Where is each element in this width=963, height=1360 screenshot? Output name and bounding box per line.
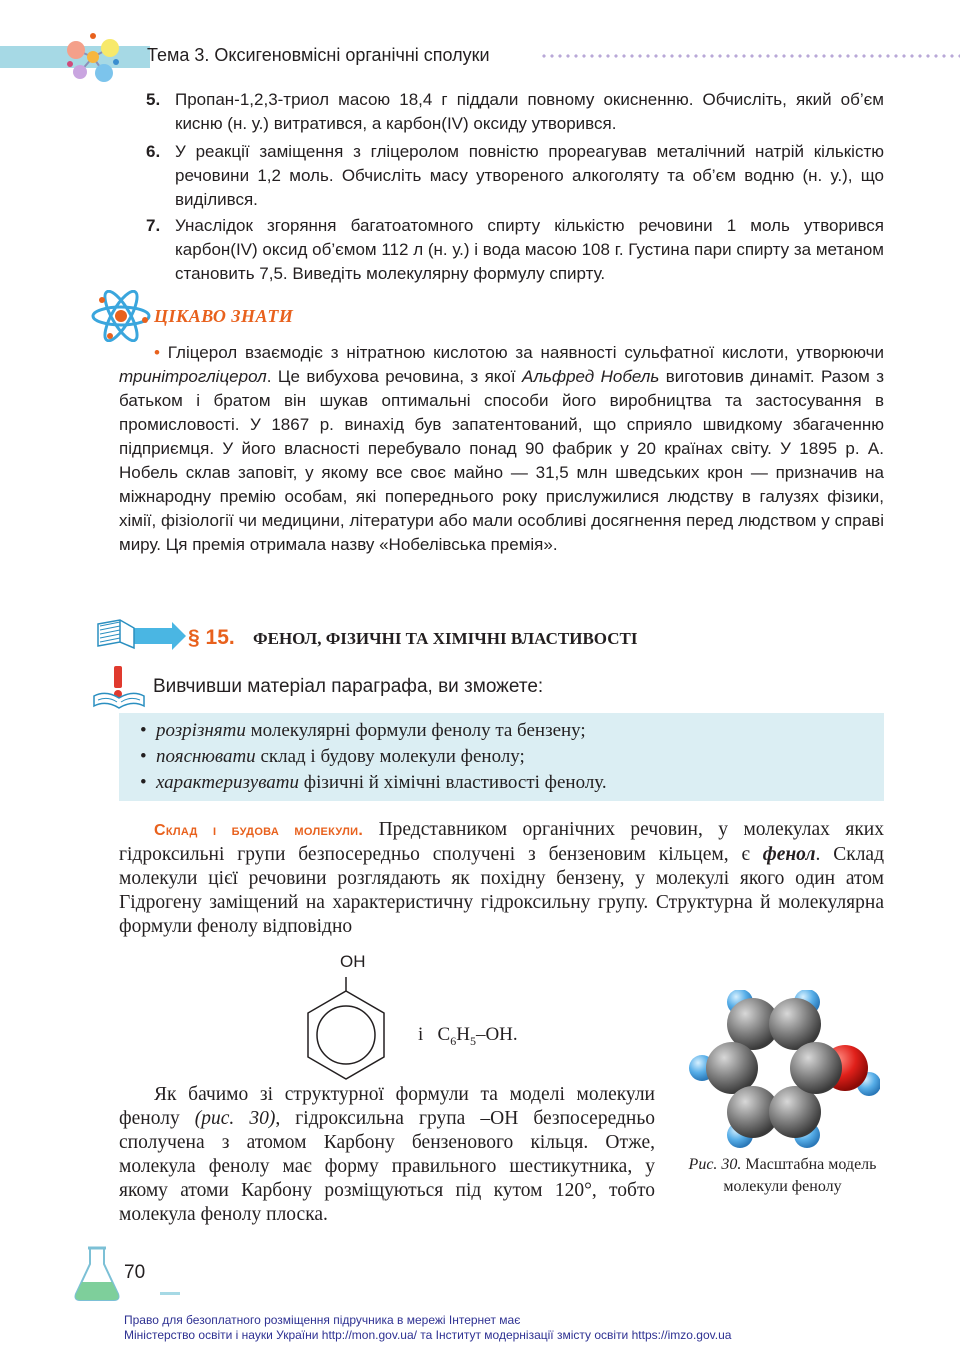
molecule-header-icon xyxy=(64,28,122,86)
flask-icon xyxy=(72,1246,122,1302)
structural-oh: OH xyxy=(340,952,366,971)
benzene-ring-diagram xyxy=(300,975,392,1083)
text-run: Гліцерол взаємодіє з нітратною кислотою за наявності сульфатної кислоти, утворюючи xyxy=(159,343,884,362)
formula-tail: –OH. xyxy=(475,1024,518,1045)
task-text: Пропан-1,2,3-триол масою 18,4 г піддали повному окисненню. Обчисліть, який об’єм кисню (н. у.) витратився, а карбон(IV) оксиду утворився. xyxy=(175,90,884,133)
goal-verb: пояснювати xyxy=(156,746,256,767)
emphasis: Альфред Нобель xyxy=(522,367,660,386)
goal-item xyxy=(156,718,884,744)
figure-caption xyxy=(685,1154,880,1198)
section-run-head: Склад і будова молекули. xyxy=(154,822,364,839)
legal-line-1: Право для безоплатного розміщення підручника в мережі Інтернет має xyxy=(124,1313,521,1327)
text-run: Представником органічних речовин, у молекулах яких гідроксильні групи безпосередньо сполучені з бензеновим кільцем, є xyxy=(119,819,884,865)
paragraph-title: ФЕНОЛ, ФІЗИЧНІ ТА ХІМІЧНІ ВЛАСТИВОСТІ xyxy=(253,629,638,648)
header-dots xyxy=(540,54,960,58)
goal-item xyxy=(156,770,884,796)
term-phenol: фенол xyxy=(762,844,816,865)
section-structure xyxy=(119,1083,655,1227)
goal-text: фізичні й хімічні властивості фенолу. xyxy=(299,772,607,793)
paragraph-number: § 15. xyxy=(188,626,235,649)
text-run: . Це вибухова речовина, з якої xyxy=(266,367,523,386)
text-run: , гідроксильна група –OH безпосередньо сполучена з атомом Карбону бензенового кільця. Отже, молекула фенолу має форму правильного шестикутника, у якому атоми Карбону розміщуються під кутом 120°, тобто молекула фенолу плоска. xyxy=(119,1108,655,1225)
caption-text: Масштабна модель молекули фенолу xyxy=(723,1156,877,1195)
task-text: Унаслідок згоряння багатоатомного спирту кількістю речовини 1 моль утворився карбон(IV) оксид об’ємом 112 л (н. у.) і вода масою 108 г. Густина пари спирту за метаном становить 7,5. Виведіть молекулярну формулу спирту. xyxy=(175,216,884,283)
goal-verb: характеризувати xyxy=(156,772,300,793)
task-number: 6. xyxy=(146,142,161,161)
formula-h: H xyxy=(456,1024,470,1045)
open-book-exclaim-icon xyxy=(92,664,146,710)
text-run: . Склад молекули цієї речовини розглядають як похідну бензену, у молекулі якого один атом Гідрогену заміщений на характеристичну гідроксильну групу. Структурна й молекулярна формули фенолу відповідно xyxy=(119,844,884,937)
page-number: 70 xyxy=(124,1262,146,1283)
task-text: У реакції заміщення з гліцеролом повністю прореагував металічний натрій кількістю речовини 1,2 моль. Обчисліть масу утвореного алкоголяту та об’єм водню (н. у.), що виділився. xyxy=(175,142,884,209)
formula-conjunction: і xyxy=(418,1024,424,1045)
task-number: 7. xyxy=(146,216,161,235)
task-number: 5. xyxy=(146,90,161,109)
footer-line xyxy=(160,1292,180,1295)
bullet: • xyxy=(154,343,160,362)
text-run: Як бачимо зі структурної формули та моделі молекули фенолу xyxy=(119,1084,655,1129)
section-composition xyxy=(119,818,884,939)
text-run: виготовив динаміт. Разом з батьком і братом він шукав оптимальні способи його виробництва та застосування в промисловості. У 1867 р. винахід був запатентований, що сприяло швидкому збагаченню підприємця. У його власності перебувало понад 90 фабрик у 20 країнах світу. У 1895 р. А. Нобель склав заповіт, у якому все своє майно — 31,5 млн шведських крон — призначив на міжнародну премію особам, які попереднього року прислужилися людству в галузях фізики, хімії, фізіології чи медицини, літератури або мали особливі досягнення перед людством у справі миру. Ця премія отримала назву «Нобелівська премія». xyxy=(119,367,884,554)
caption-label: Рис. 30. xyxy=(688,1156,742,1173)
formula-h-sub: 5 xyxy=(469,1033,476,1048)
figure-ref: (рис. 30) xyxy=(194,1108,276,1129)
task-6 xyxy=(146,140,884,212)
book-arrow-icon xyxy=(96,618,186,654)
task-5 xyxy=(146,88,884,136)
interesting-text xyxy=(119,341,884,557)
legal-line-2: Міністерство освіти і науки України http://mon.gov.ua/ та Інститут модернізації змісту освіти https://imzo.gov.ua xyxy=(124,1328,732,1342)
legal-notice xyxy=(124,1313,731,1343)
goals-box xyxy=(119,713,884,801)
formula-c-sub: 6 xyxy=(450,1033,457,1048)
task-7 xyxy=(146,214,884,286)
emphasis: тринітрогліцерол xyxy=(119,367,267,386)
phenol-space-filling-model xyxy=(685,990,880,1150)
molecular-formula xyxy=(418,1024,518,1049)
formula-c: C xyxy=(437,1024,451,1045)
atom-icon xyxy=(90,290,152,342)
goal-item xyxy=(156,744,884,770)
header-title: Тема 3. Оксигеновмісні органічні сполуки xyxy=(147,45,490,65)
goals-intro: Вивчивши матеріал параграфа, ви зможете: xyxy=(153,676,544,697)
goal-verb: розрізняти xyxy=(156,720,246,741)
goal-text: склад і будову молекули фенолу; xyxy=(255,746,525,767)
goal-text: молекулярні формули фенолу та бензену; xyxy=(245,720,586,741)
interesting-title: ЦІКАВО ЗНАТИ xyxy=(154,306,294,326)
